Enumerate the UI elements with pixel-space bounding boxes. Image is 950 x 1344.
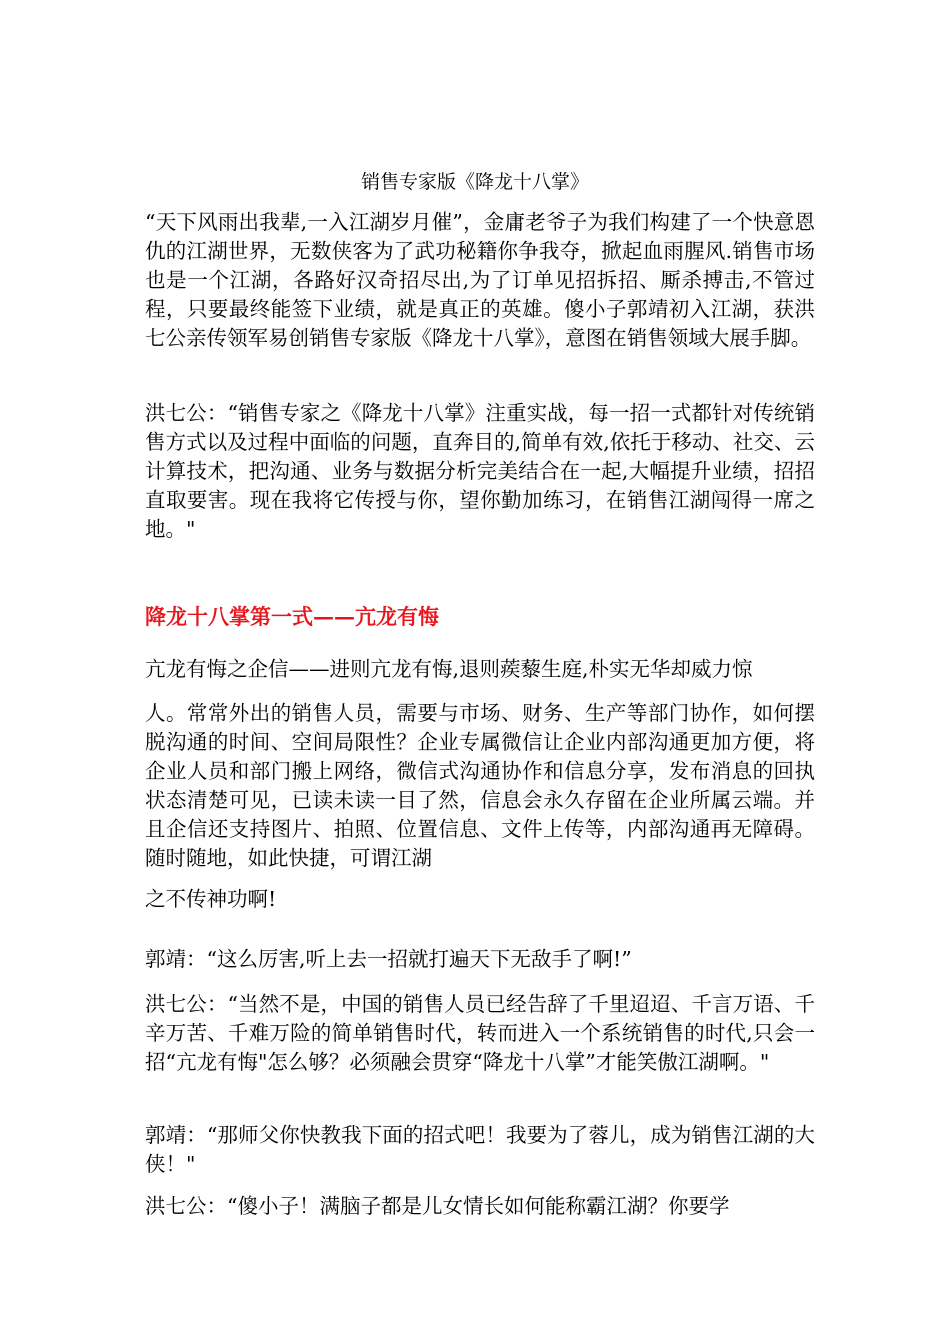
document-title: 销售专家版《降龙十八掌》 [360,171,589,193]
hong-speech-paragraph-2: 洪七公：“当然不是，中国的销售人员已经告辞了千里迢迢、千言万语、千辛万苦、千难万险的简单销售时代，转而进入一个系统销售的时代,只会一招“亢龙有悔"怎么够？必须融会贯穿“降龙十八掌”才能笑傲江湖啊。" [145,992,815,1074]
section-tail-line: 之不传神功啊! [145,887,277,911]
guo-jing-line-1: 郭靖：“这么厉害,听上去一招就打遍天下无敌手了啊!” [145,947,632,971]
guo-jing-line-2: 郭靖：“那师父你快教我下面的招式吧！我要为了蓉儿，成为销售江湖的大侠！" [145,1123,815,1176]
section-lead-line: 亢龙有悔之企信——进则亢龙有悔,退则蒺藜生庭,朴实无华却威力惊 [145,657,753,681]
intro-paragraph: “天下风雨出我辈,一入江湖岁月催”，金庸老爷子为我们构建了一个快意恩仇的江湖世界，无数侠客为了武功秘籍你争我夺，掀起血雨腥风.销售市场也是一个江湖，各路好汉奇招尽出,为了订单见招拆招、厮杀搏击,不管过程，只要最终能签下业绩，就是真正的英雄。傻小子郭靖初入江湖，获洪七公亲传领军易创销售专家版《降龙十八掌》，意图在销售领域大展手脚。 [145,210,815,350]
hong-speech-paragraph-3: 洪七公：“傻小子！满脑子都是儿女情长如何能称霸江湖？你要学 [145,1194,730,1218]
section-heading: 降龙十八掌第一式——亢龙有悔 [145,604,439,629]
hong-speech-paragraph-1: 洪七公：“销售专家之《降龙十八掌》注重实战，每一招一式都针对传统销售方式以及过程中面临的问题，直奔目的,简单有效,依托于移动、社交、云计算技术，把沟通、业务与数据分析完美结合在一起,大幅提升业绩，招招直取要害。现在我将它传授与你，望你勤加练习，在销售江湖闯得一席之地。" [145,401,815,541]
section-body-paragraph: 人。常常外出的销售人员，需要与市场、财务、生产等部门协作，如何摆脱沟通的时间、空间局限性？企业专属微信让企业内部沟通更加方便，将企业人员和部门搬上网络，微信式沟通协作和信息分享，发布消息的回执状态清楚可见，已读未读一目了然，信息会永久存留在企业所属云端。并且企信还支持图片、拍照、位置信息、文件上传等，内部沟通再无障碍。随时随地，如此快捷，可谓江湖 [145,701,815,870]
